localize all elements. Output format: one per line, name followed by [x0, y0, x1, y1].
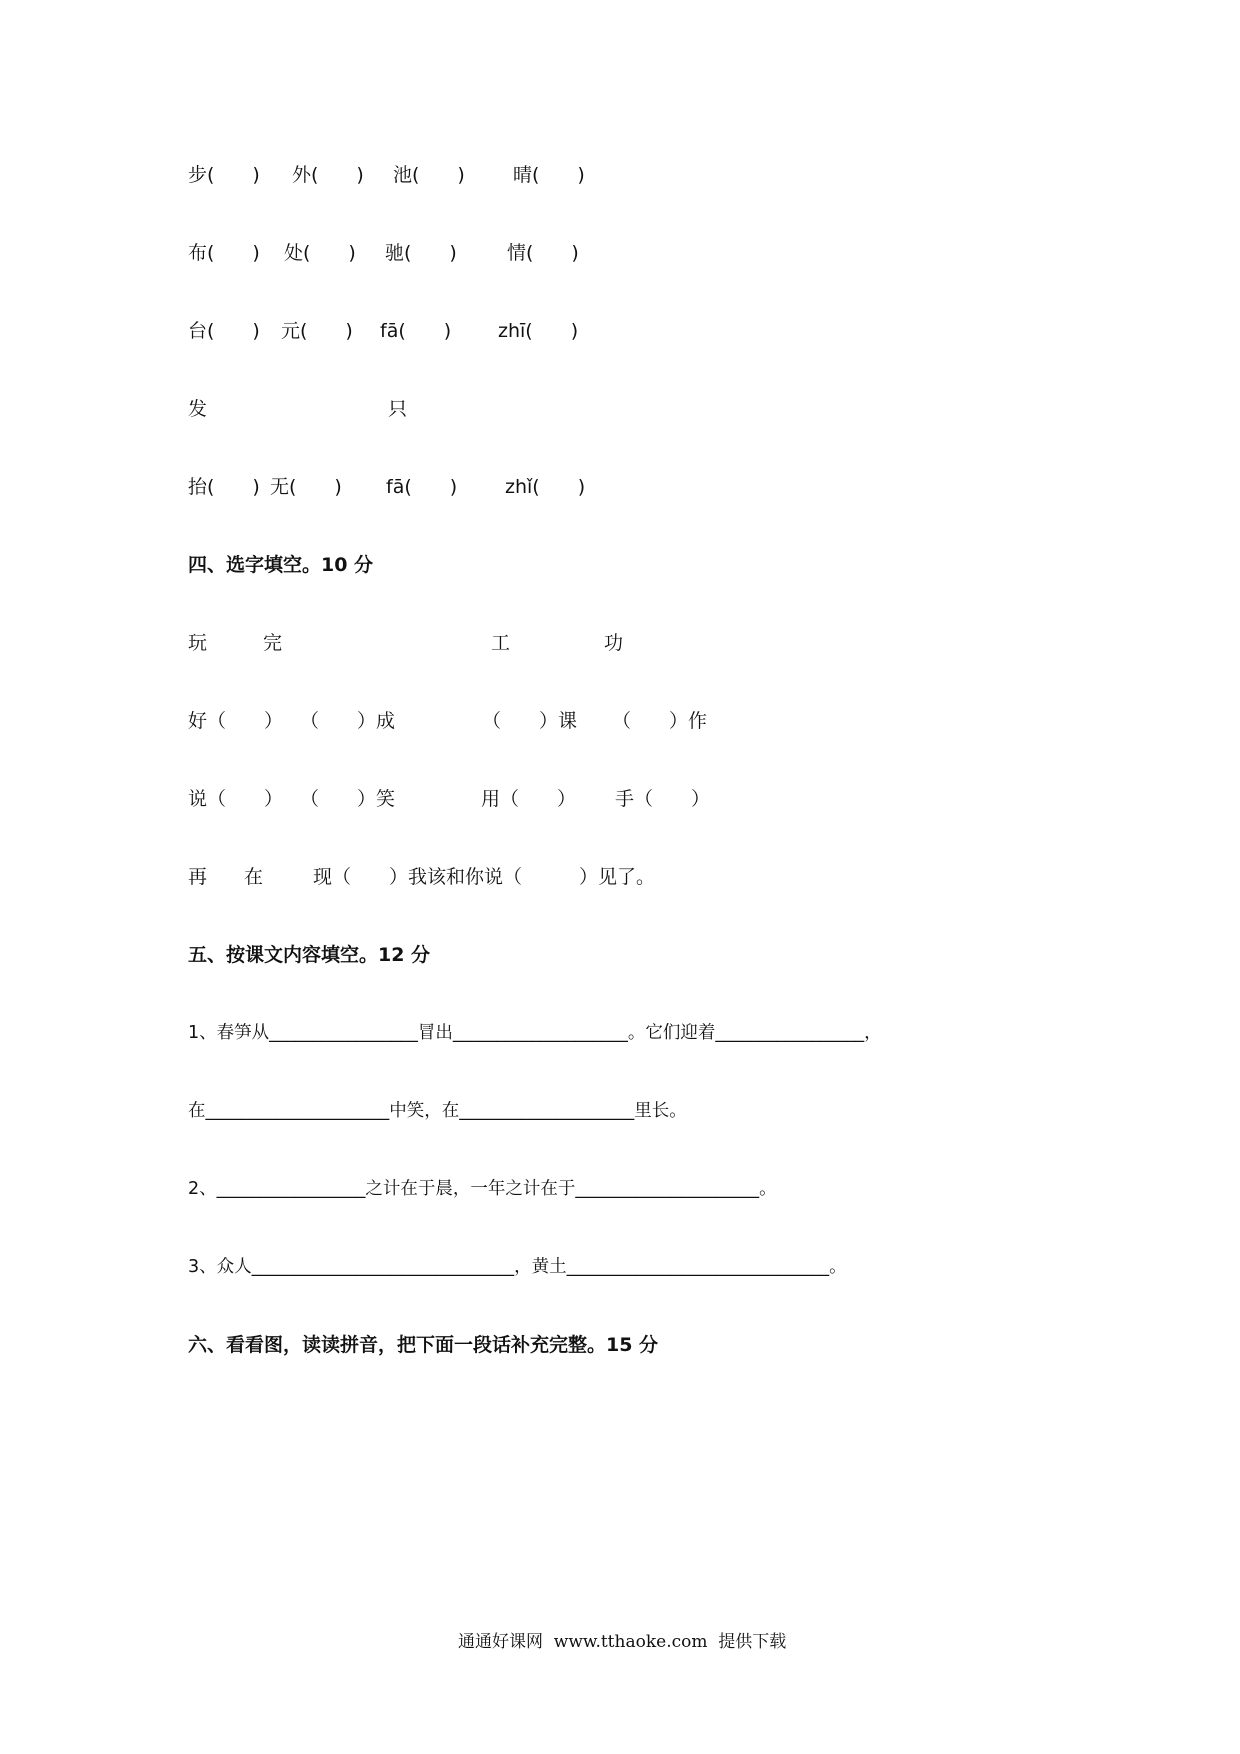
fill-row3-item3: 现（ ）我该和你说（ ）见了。	[313, 866, 656, 888]
section-5-line3: 2、_________________之计在于晨，一年之计在于_____________________。	[188, 1179, 777, 1199]
row1-item1: 步( )	[188, 164, 260, 186]
section-5-line2: 在_____________________中笑，在____________________里长。	[188, 1101, 687, 1121]
fill-row2-item2: （ ）笑	[300, 788, 396, 810]
row4-item1: 发	[188, 398, 208, 420]
fill-row1-item2: （ ）成	[300, 710, 396, 732]
choice-2: 完	[263, 632, 283, 654]
row4-item2: 只	[388, 398, 408, 420]
section-6-title: 六、看看图，读读拼音，把下面一段话补充完整。15 分	[188, 1334, 659, 1356]
row1-item3: 池( )	[393, 164, 465, 186]
fill-row2-item4: 手（ ）	[615, 788, 711, 810]
row2-item1: 布( )	[188, 242, 260, 264]
choice-1: 玩	[188, 632, 208, 654]
row5-item1: 抬( )	[188, 476, 260, 498]
row2-item3: 驰( )	[385, 242, 457, 264]
section-5-title: 五、按课文内容填空。12 分	[188, 944, 431, 966]
row5-item3: fā( )	[386, 476, 458, 498]
fill-row2-item3: 用（ ）	[481, 788, 577, 810]
section-5-line1: 1、春笋从_________________冒出____________________。它们迎着_________________，	[188, 1023, 882, 1043]
row1-item4: 晴( )	[513, 164, 585, 186]
row1-item2: 外( )	[292, 164, 364, 186]
row2-item4: 情( )	[507, 242, 579, 264]
row3-item1: 台( )	[188, 320, 260, 342]
row2-item2: 处( )	[284, 242, 356, 264]
fill-row1-item3: （ ）课	[482, 710, 578, 732]
row3-item2: 元( )	[281, 320, 353, 342]
row3-item4: zhī( )	[498, 320, 579, 342]
choice-4: 功	[604, 632, 624, 654]
fill-row1-item1: 好（ ）	[188, 710, 284, 732]
row5-item4: zhǐ( )	[505, 476, 586, 498]
row3-item3: fā( )	[380, 320, 452, 342]
fill-row3-item2: 在	[244, 866, 264, 888]
fill-row2-item1: 说（ ）	[188, 788, 284, 810]
row5-item2: 无( )	[270, 476, 342, 498]
section-5-line4: 3、众人______________________________，黄土______________________________。	[188, 1257, 847, 1277]
fill-row3-item1: 再	[188, 866, 208, 888]
section-4-title: 四、选字填空。10 分	[188, 554, 374, 576]
fill-row1-item4: （ ）作	[612, 710, 708, 732]
choice-3: 工	[491, 632, 511, 654]
page-footer: 通通好课网 www.tthaoke.com 提供下载	[458, 1632, 787, 1652]
